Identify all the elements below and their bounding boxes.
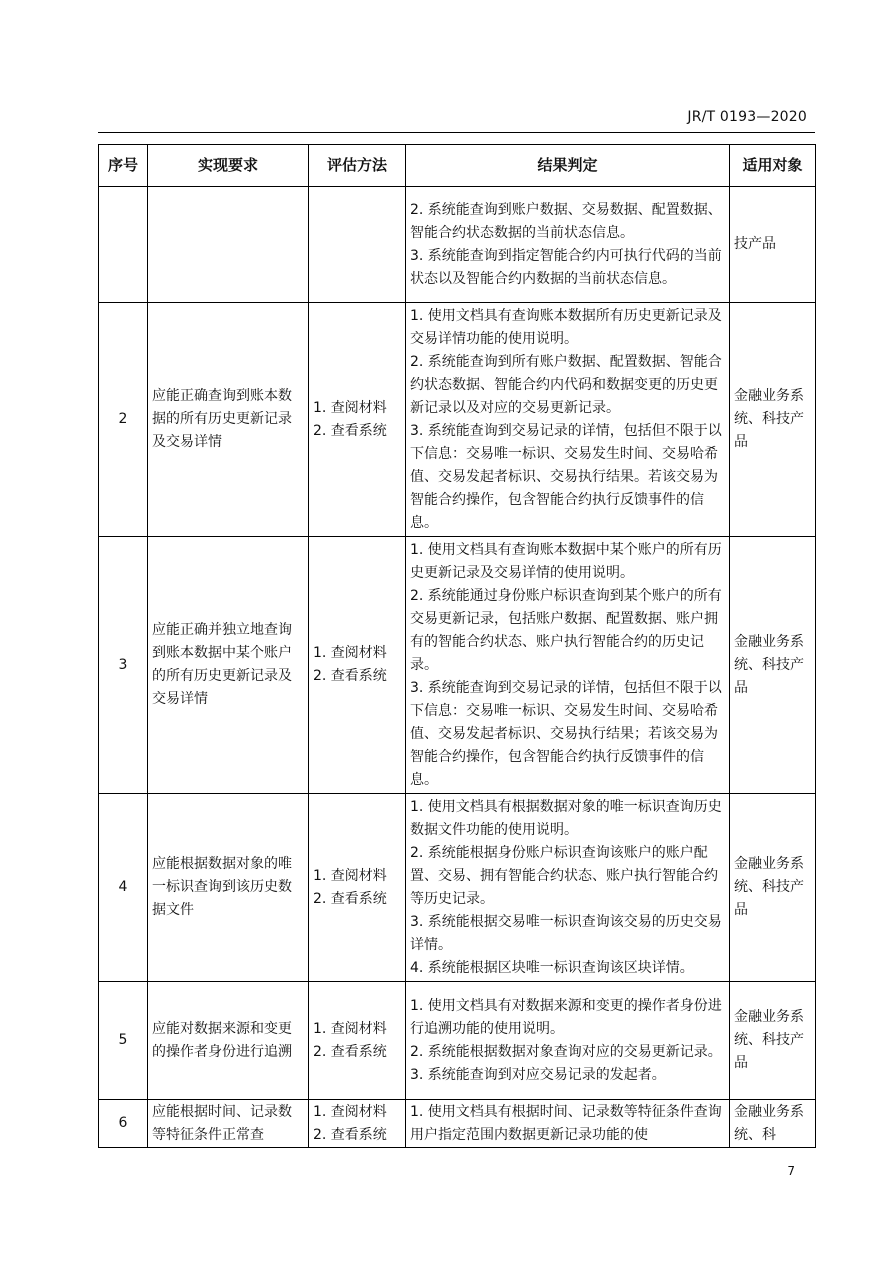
table-row <box>99 1100 816 1148</box>
method-item: 2. 查看系统 <box>313 422 387 439</box>
result-item: 1. 使用文档具有查询账本数据所有历史更新记录及交易详情功能的使用说明。 <box>410 307 722 347</box>
target-text: 金融业务系统、科技产品 <box>734 388 804 450</box>
requirement-cell <box>148 794 309 982</box>
target-text: 金融业务系统、科技产品 <box>734 1009 804 1071</box>
result-item: 4. 系统能根据区块唯一标识查询该区块详情。 <box>410 959 694 976</box>
method-item: 2. 查看系统 <box>313 668 387 684</box>
row-number: 4 <box>99 794 148 982</box>
table-row <box>99 537 816 794</box>
column-header-requirement: 实现要求 <box>148 145 309 187</box>
row-number: 3 <box>99 537 148 794</box>
target-text: 金融业务系统、科技产品 <box>734 633 804 696</box>
target-text: 技产品 <box>734 236 776 252</box>
requirement-cell <box>148 982 309 1100</box>
result-cell <box>406 794 730 982</box>
column-header-target: 适用对象 <box>730 145 816 187</box>
requirement-text: 应能正确并独立地查询到账本数据中某个账户的所有历史更新记录及交易详情 <box>152 622 292 707</box>
result-item: 3. 系统能查询到指定智能合约内可执行代码的当前状态以及智能合约内数据的当前状态信息。 <box>410 247 722 287</box>
column-header-no: 序号 <box>99 145 148 187</box>
table-row <box>99 982 816 1100</box>
row-number: 2 <box>99 303 148 537</box>
requirement-cell <box>148 1100 309 1148</box>
result-item: 3. 系统能查询到对应交易记录的发起者。 <box>410 1066 666 1083</box>
requirement-text: 应能根据数据对象的唯一标识查询到该历史数据文件 <box>152 856 292 918</box>
target-cell <box>730 794 816 982</box>
method-cell <box>309 1100 406 1148</box>
method-item: 1. 查阅材料 <box>313 1020 387 1037</box>
method-cell <box>309 982 406 1100</box>
result-item: 2. 系统能查询到账户数据、交易数据、配置数据、智能合约状态数据的当前状态信息。 <box>410 201 722 241</box>
result-item: 2. 系统能根据数据对象查询对应的交易更新记录。 <box>410 1043 722 1060</box>
page-number: 7 <box>787 1164 795 1178</box>
row-number <box>99 187 148 303</box>
table-body <box>99 187 816 1148</box>
result-cell <box>406 303 730 537</box>
table-row <box>99 794 816 982</box>
column-header-method: 评估方法 <box>309 145 406 187</box>
header-rule <box>98 132 815 133</box>
result-item: 1. 使用文档具有根据数据对象的唯一标识查询历史数据文件功能的使用说明。 <box>410 798 722 838</box>
target-cell <box>730 1100 816 1148</box>
target-cell <box>730 537 816 794</box>
result-item: 3. 系统能查询到交易记录的详情，包括但不限于以下信息：交易唯一标识、交易发生时间、交易哈希值、交易发起者标识、交易执行结果；若该交易为智能合约操作，包含智能合约执行反馈事件的信息。 <box>410 679 722 788</box>
target-text: 金融业务系统、科 <box>734 1103 804 1143</box>
result-item: 2. 系统能根据身份账户标识查询该账户的账户配置、交易、拥有智能合约状态、账户执行智能合约等历史记录。 <box>410 844 718 907</box>
table-row <box>99 187 816 303</box>
method-cell <box>309 794 406 982</box>
result-cell <box>406 1100 730 1148</box>
result-item: 3. 系统能查询到交易记录的详情，包括但不限于以下信息：交易唯一标识、交易发生时间、交易哈希值、交易发起者标识、交易执行结果。若该交易为智能合约操作，包含智能合约执行反馈事件的信息。 <box>410 422 722 531</box>
document-code: JR/T 0193—2020 <box>687 109 807 125</box>
table-row <box>99 303 816 537</box>
row-number: 5 <box>99 982 148 1100</box>
method-item: 1. 查阅材料 <box>313 1103 387 1120</box>
target-cell <box>730 303 816 537</box>
table-header-row <box>99 145 816 187</box>
requirement-cell <box>148 303 309 537</box>
result-item: 1. 使用文档具有查询账本数据中某个账户的所有历史更新记录及交易详情的使用说明。 <box>410 541 722 581</box>
method-item: 2. 查看系统 <box>313 890 387 907</box>
target-cell <box>730 982 816 1100</box>
result-item: 3. 系统能根据交易唯一标识查询该交易的历史交易详情。 <box>410 913 722 953</box>
result-item: 2. 系统能通过身份账户标识查询到某个账户的所有交易更新记录，包括账户数据、配置数据、账户拥有的智能合约状态、账户执行智能合约的历史记录。 <box>410 587 722 673</box>
result-item: 1. 使用文档具有根据时间、记录数等特征条件查询用户指定范围内数据更新记录功能的使 <box>410 1103 722 1143</box>
requirement-text: 应能正确查询到账本数据的所有历史更新记录及交易详情 <box>152 388 292 450</box>
result-item: 1. 使用文档具有对数据来源和变更的操作者身份进行追溯功能的使用说明。 <box>410 997 722 1037</box>
method-item: 1. 查阅材料 <box>313 645 387 661</box>
target-text: 金融业务系统、科技产品 <box>734 856 804 918</box>
requirement-cell <box>148 187 309 303</box>
result-item: 2. 系统能查询到所有账户数据、配置数据、智能合约状态数据、智能合约内代码和数据变更的历史更新记录以及对应的交易更新记录。 <box>410 353 722 416</box>
method-cell <box>309 537 406 794</box>
method-cell <box>309 187 406 303</box>
result-cell <box>406 537 730 794</box>
requirements-table <box>98 144 816 1148</box>
row-number: 6 <box>99 1100 148 1148</box>
result-cell <box>406 187 730 303</box>
requirement-text: 应能对数据来源和变更的操作者身份进行追溯 <box>152 1020 292 1060</box>
column-header-result: 结果判定 <box>406 145 730 187</box>
method-item: 1. 查阅材料 <box>313 867 387 884</box>
requirement-text: 应能根据时间、记录数等特征条件正常查 <box>152 1103 292 1143</box>
method-item: 2. 查看系统 <box>313 1126 387 1143</box>
method-item: 1. 查阅材料 <box>313 399 387 416</box>
method-item: 2. 查看系统 <box>313 1043 387 1060</box>
result-cell <box>406 982 730 1100</box>
method-cell <box>309 303 406 537</box>
target-cell <box>730 187 816 303</box>
requirement-cell <box>148 537 309 794</box>
